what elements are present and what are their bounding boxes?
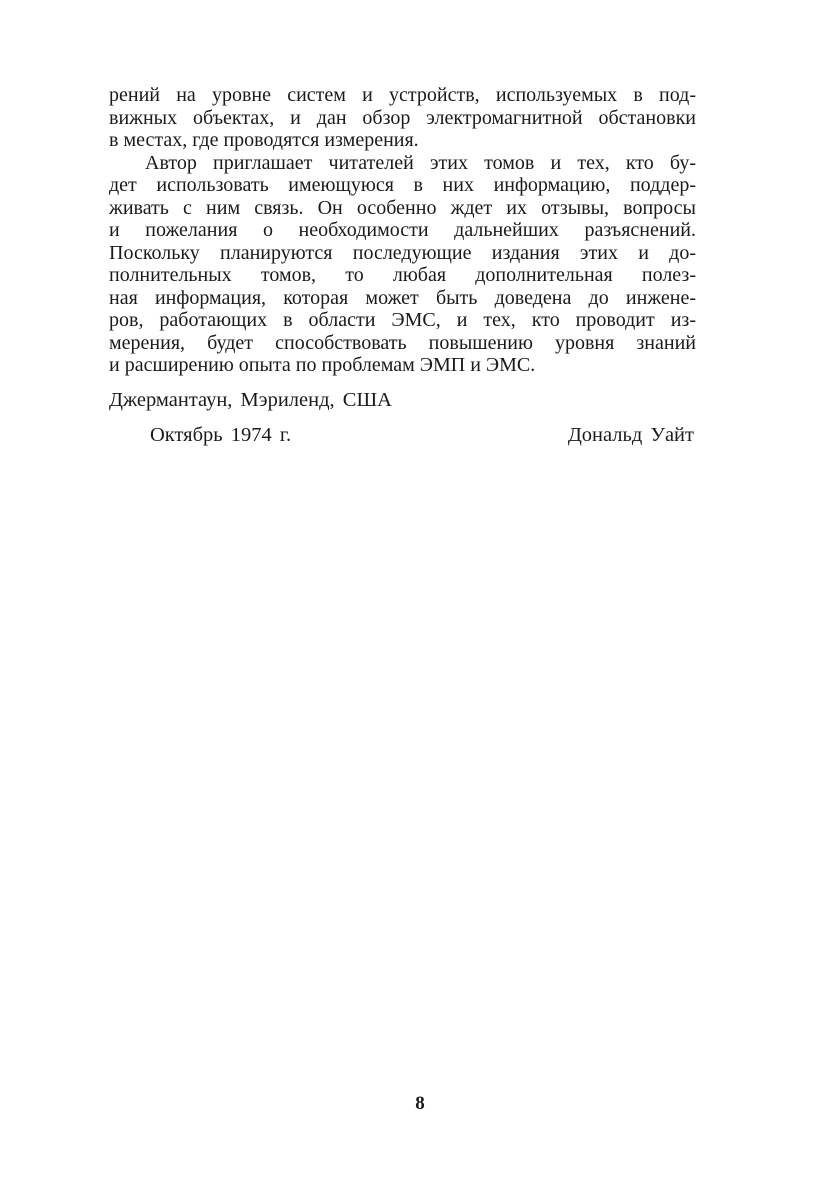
signature-author: Дональд Уайт	[567, 424, 694, 446]
signature-place: Джермантаун, Мэриленд, США	[109, 389, 392, 411]
body-line: живать с ним связь. Он особенно ждет их отзывы, вопросы	[109, 196, 696, 219]
body-line: мерения, будет способствовать повышению уровня знаний	[109, 331, 696, 354]
body-line: ная информация, которая может быть доведена до инжене-	[109, 286, 696, 309]
page-number: 8	[415, 1093, 425, 1114]
body-line: полнительных томов, то любая дополнительная полез-	[109, 264, 696, 286]
body-line: Поскольку планируются последующие издания этих и до-	[109, 241, 696, 264]
body-line: дет использовать имеющуюся в них информацию, поддер-	[109, 174, 696, 196]
body-line: ров, работающих в области ЭМС, и тех, кто проводит из-	[109, 309, 696, 331]
body-line: в местах, где проводятся измерения.	[109, 129, 419, 151]
body-line: рений на уровне систем и устройств, используемых в под-	[109, 84, 696, 106]
body-line: вижных объектах, и дан обзор электромагнитной обстановки	[109, 106, 696, 129]
body-line: Автор приглашает читателей этих томов и тех, кто бу-	[145, 151, 696, 174]
body-line: и пожелания о необходимости дальнейших разъяснений.	[109, 219, 696, 241]
signature-date: Октябрь 1974 г.	[150, 424, 292, 446]
body-text	[109, 84, 696, 377]
body-line: и расширению опыта по проблемам ЭМП и ЭМС.	[109, 354, 536, 376]
